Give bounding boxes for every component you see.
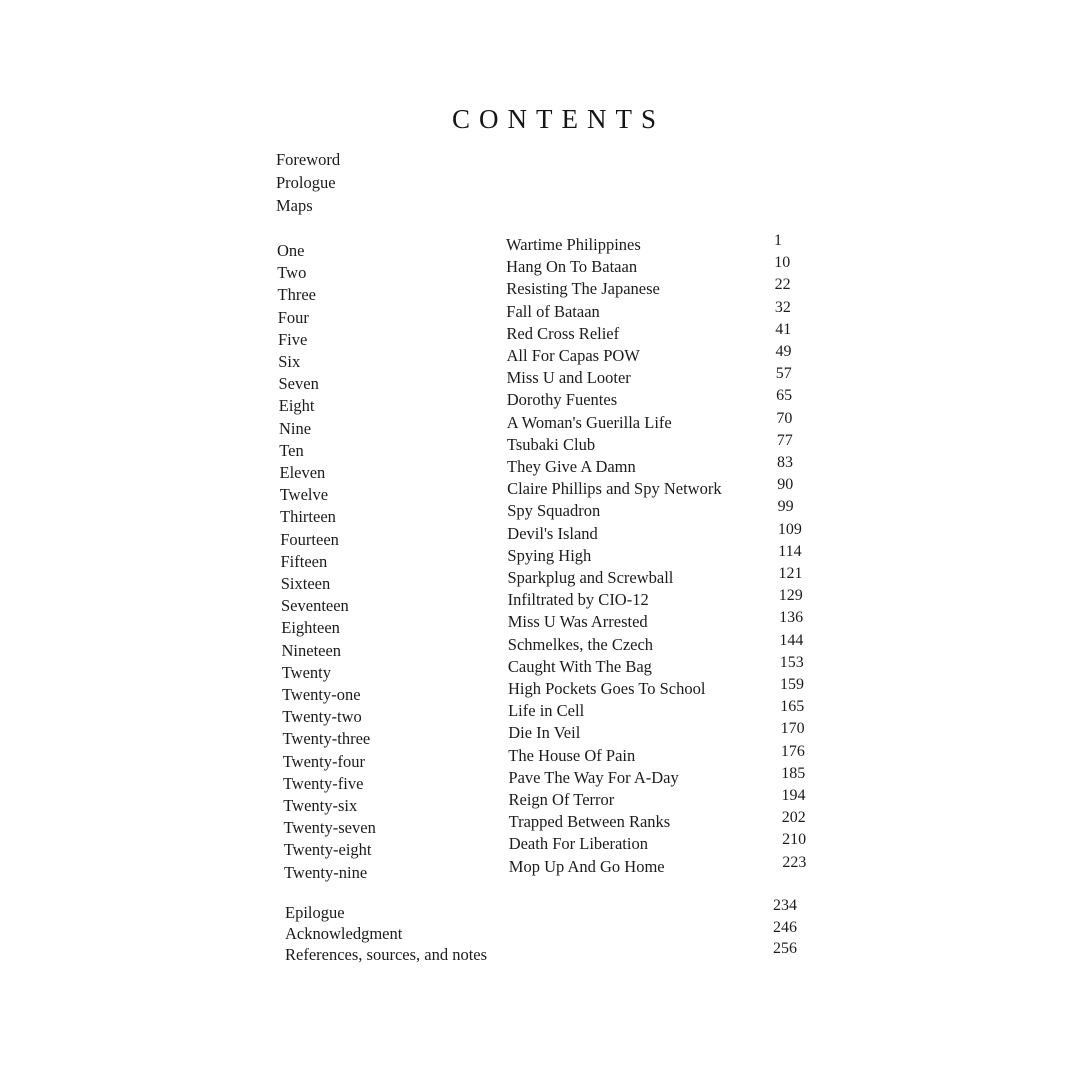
chapter-label: Four: [277, 307, 309, 327]
chapter-title: Infiltrated by CIO-12: [507, 590, 649, 610]
chapter-title: Resisting The Japanese: [506, 279, 660, 299]
chapter-title: Reign Of Terror: [508, 790, 615, 809]
chapter-title: Life in Cell: [508, 701, 585, 721]
back-matter-item: Epilogue: [285, 903, 345, 922]
front-matter-item: Foreword: [276, 150, 341, 169]
chapter-page-number: 114: [778, 542, 802, 560]
chapter-title: Fall of Bataan: [506, 301, 600, 321]
chapter-label: Ten: [279, 440, 304, 460]
chapter-page-number: 165: [780, 698, 805, 716]
chapter-page-number: 77: [776, 431, 793, 449]
chapter-label: Twenty-five: [283, 773, 364, 793]
chapter-page-number: 99: [777, 498, 794, 516]
chapter-title: Dorothy Fuentes: [506, 390, 618, 410]
chapter-title: High Pockets Goes To School: [508, 679, 706, 698]
chapter-label: Eight: [278, 396, 315, 416]
chapter-title: The House Of Pain: [508, 745, 636, 765]
chapter-page-number: 65: [776, 387, 793, 405]
back-matter-item: Acknowledgment: [285, 924, 403, 943]
chapter-label: Twenty-one: [282, 685, 361, 704]
chapter-label: Two: [277, 263, 307, 283]
chapter-page-number: 83: [777, 454, 793, 471]
chapter-title: Devil's Island: [507, 523, 598, 543]
back-matter-page-number: 246: [773, 918, 797, 936]
front-matter-item: Prologue: [276, 173, 336, 192]
chapter-label: Nine: [279, 418, 312, 438]
chapter-label: Twenty-eight: [283, 840, 372, 860]
chapter-label: Twenty-six: [283, 796, 358, 815]
chapter-page-number: 129: [778, 587, 803, 605]
chapter-label: Nineteen: [281, 640, 342, 660]
chapter-page-number: 176: [780, 742, 805, 760]
chapter-title: Caught With The Bag: [507, 656, 652, 676]
chapter-title: Miss U and Looter: [506, 368, 631, 388]
chapter-page-number: 90: [777, 476, 794, 494]
chapter-title: Trapped Between Ranks: [508, 812, 671, 832]
chapter-page-number: 136: [779, 609, 804, 627]
back-matter-item: References, sources, and notes: [285, 945, 488, 964]
chapter-page-number: 49: [775, 343, 792, 360]
chapter-page-number: 210: [782, 831, 807, 849]
chapter-title: They Give A Damn: [507, 457, 636, 476]
chapter-page-number: 1: [774, 232, 782, 249]
chapter-label: One: [277, 241, 305, 260]
chapter-page-number: 144: [779, 631, 804, 649]
chapter-label: Twenty-four: [282, 751, 365, 771]
chapter-label: Twenty-three: [282, 729, 371, 749]
back-matter-page-number: 256: [773, 940, 797, 957]
chapter-label: Twelve: [279, 485, 329, 505]
chapter-label: Seven: [278, 374, 319, 394]
chapter-page-number: 10: [774, 254, 791, 272]
chapter-title: A Woman's Guerilla Life: [506, 412, 672, 432]
chapter-page-number: 32: [774, 298, 791, 316]
chapter-title: Schmelkes, the Czech: [507, 634, 654, 654]
chapter-label: Twenty-nine: [284, 862, 368, 882]
chapter-title: Spy Squadron: [507, 501, 601, 521]
chapter-label: Twenty-two: [282, 707, 362, 727]
chapter-label: Six: [278, 352, 301, 371]
chapter-page-number: 170: [780, 720, 805, 738]
chapter-page-number: 223: [782, 853, 807, 871]
chapter-title: Red Cross Relief: [506, 323, 620, 343]
chapter-label: Fifteen: [280, 551, 328, 571]
chapter-label: Seventeen: [281, 596, 349, 616]
chapter-title: Wartime Philippines: [506, 235, 641, 254]
chapter-title: Sparkplug and Screwball: [507, 568, 674, 587]
chapter-page-number: 121: [778, 565, 803, 582]
chapter-page-number: 202: [781, 809, 806, 827]
chapter-page-number: 185: [781, 764, 806, 782]
chapter-page-number: 159: [780, 676, 804, 693]
chapter-label: Three: [277, 285, 316, 305]
chapter-title: Death For Liberation: [508, 834, 648, 854]
chapter-page-number: 41: [775, 320, 792, 338]
chapter-page-number: 22: [774, 276, 791, 294]
page-title: CONTENTS: [452, 104, 665, 134]
chapter-title: Mop Up And Go Home: [508, 856, 665, 876]
chapter-label: Five: [278, 329, 308, 349]
chapter-label: Twenty: [281, 662, 332, 682]
chapter-page-number: 194: [781, 787, 806, 804]
front-matter-item: Maps: [276, 196, 313, 215]
chapter-page-number: 153: [779, 653, 804, 671]
chapter-label: Fourteen: [280, 529, 339, 549]
chapter-title: Pave The Way For A-Day: [508, 767, 679, 787]
chapter-label: Twenty-seven: [283, 818, 376, 838]
chapter-label: Eighteen: [281, 618, 340, 638]
chapter-label: Eleven: [279, 463, 326, 482]
chapter-title: Tsubaki Club: [506, 434, 596, 454]
chapter-title: Miss U Was Arrested: [507, 612, 648, 632]
chapter-title: All For Capas POW: [506, 346, 640, 365]
chapter-title: Die In Veil: [508, 723, 581, 743]
chapter-label: Thirteen: [280, 507, 336, 527]
chapter-page-number: 109: [777, 520, 802, 538]
chapter-title: Claire Phillips and Spy Network: [507, 479, 722, 499]
chapter-page-number: 70: [776, 409, 793, 427]
back-matter-page-number: 234: [773, 897, 797, 914]
chapter-label: Sixteen: [280, 574, 331, 593]
chapter-title: Spying High: [507, 545, 592, 565]
chapter-title: Hang On To Bataan: [506, 257, 638, 277]
chapter-page-number: 57: [775, 365, 792, 383]
